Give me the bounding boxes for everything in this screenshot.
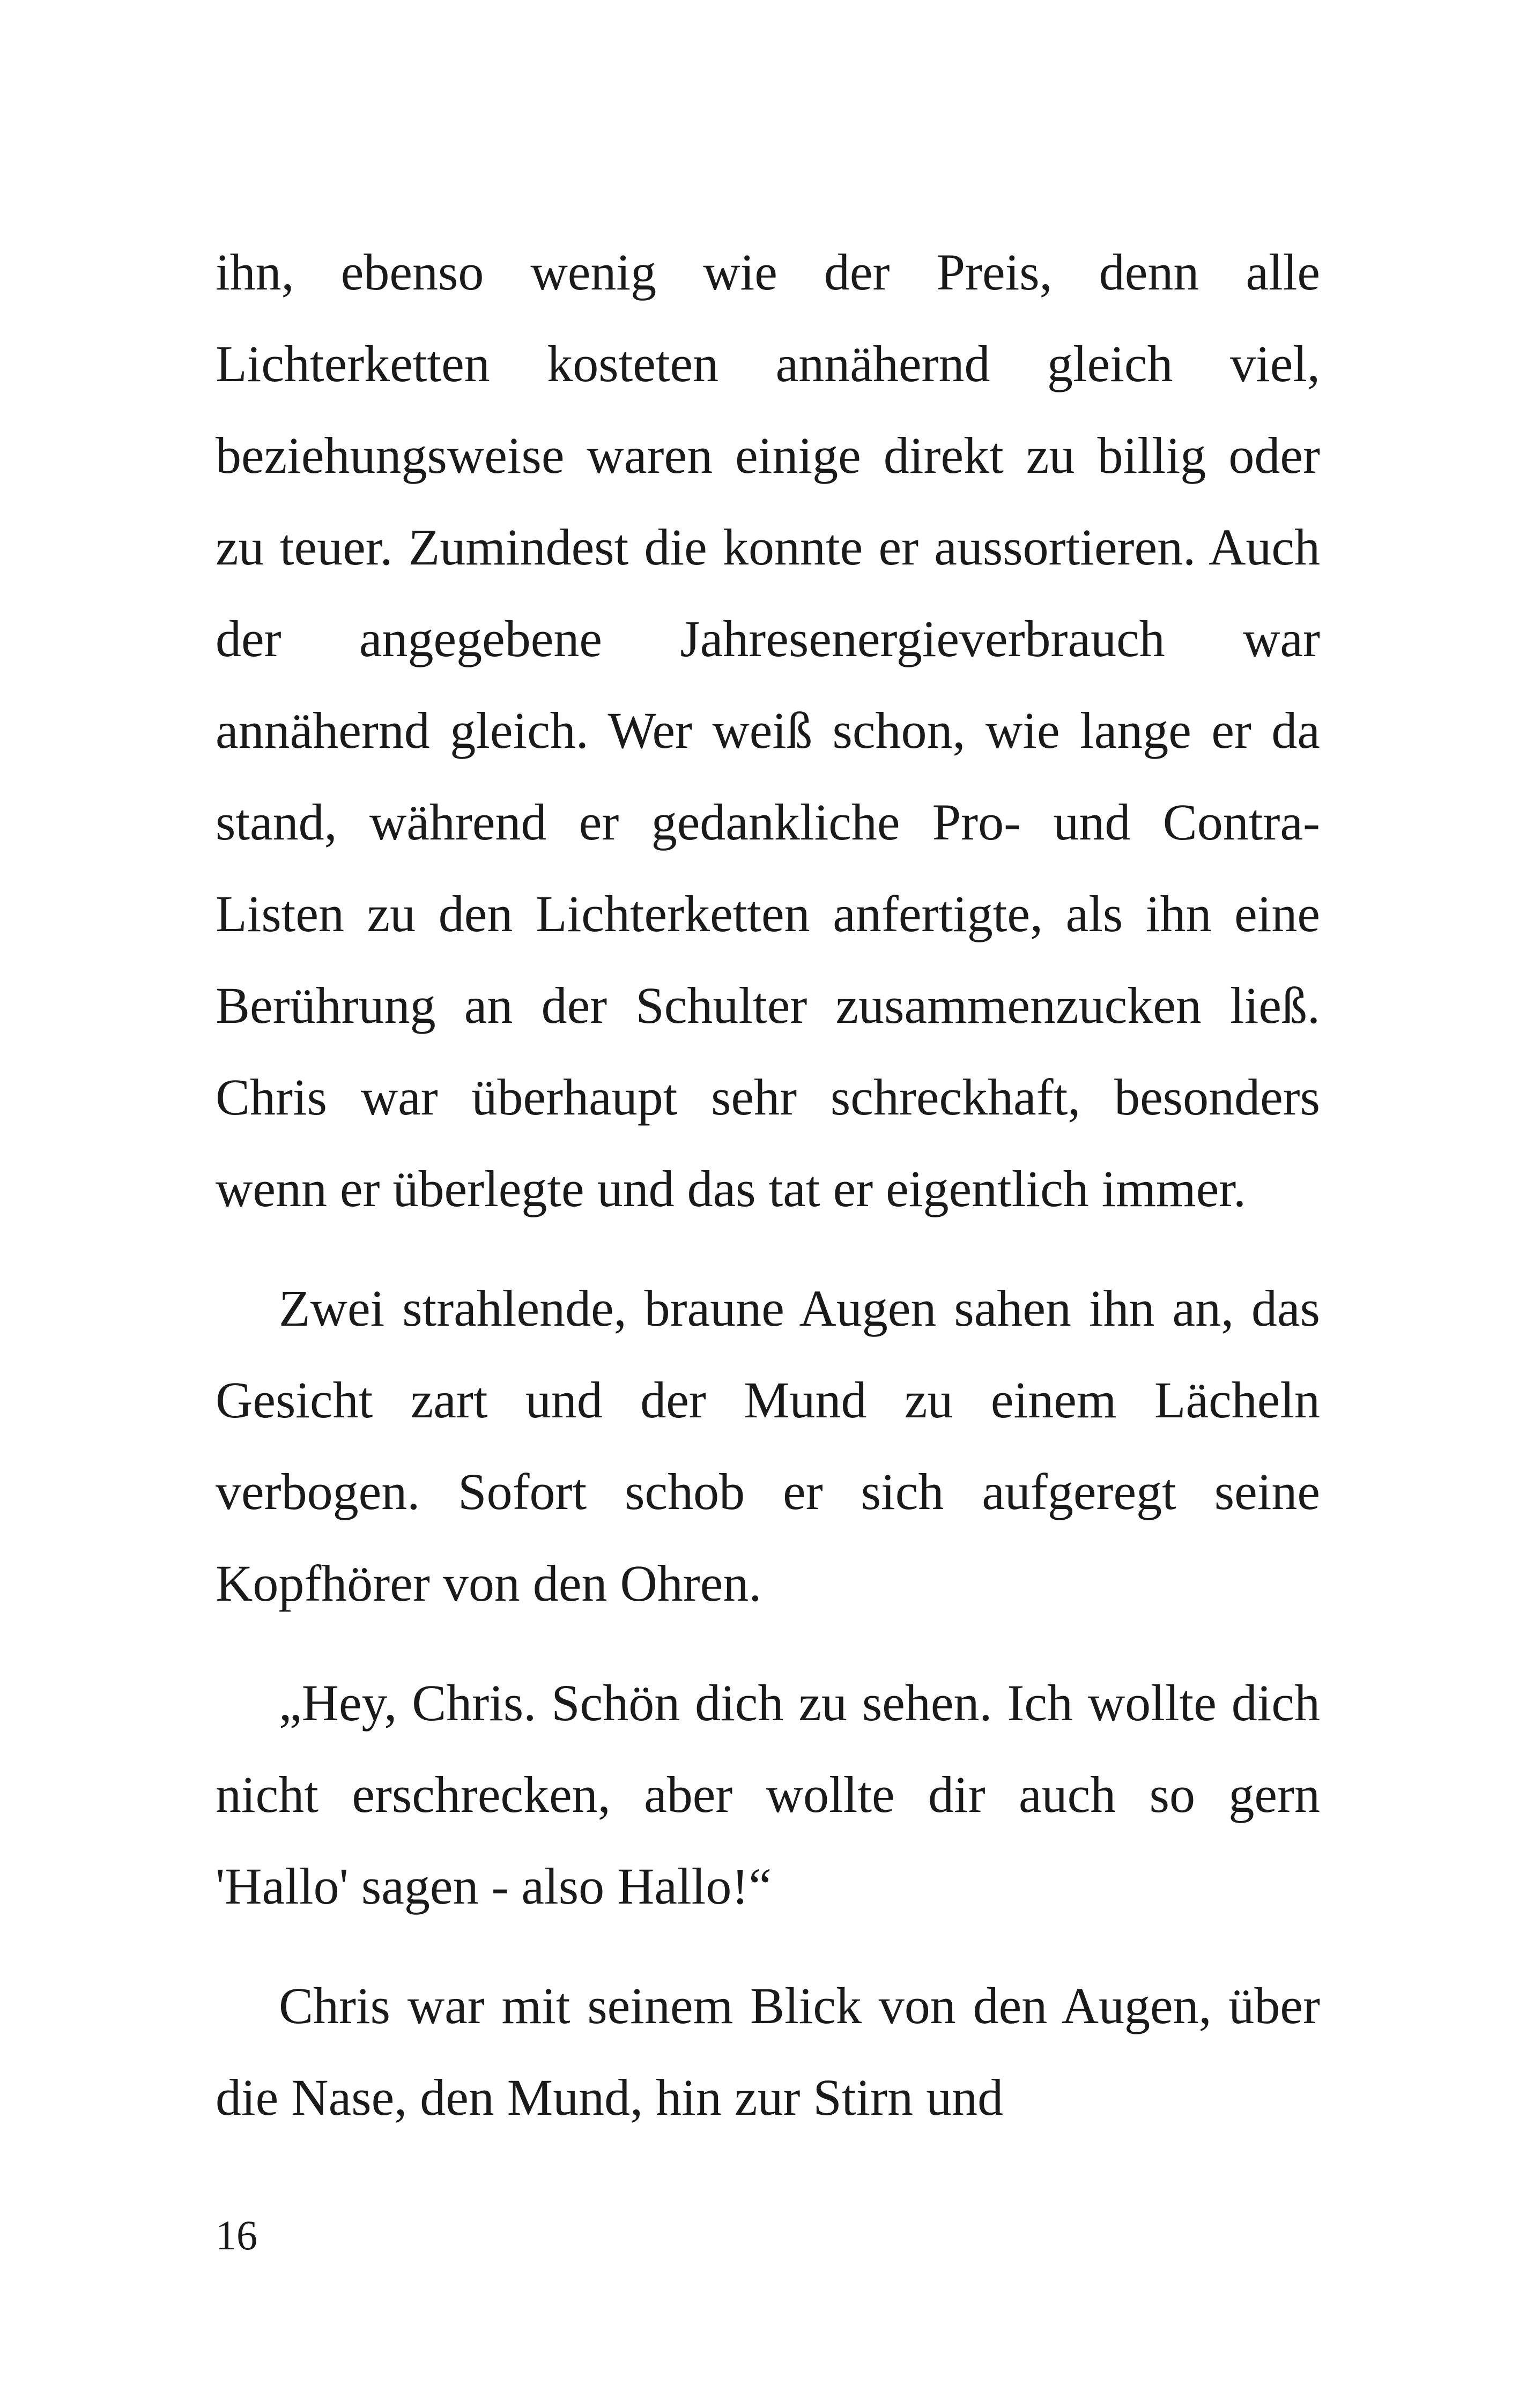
body-text	[216, 226, 1320, 2143]
page-number: 16	[216, 2212, 257, 2258]
paragraph-2: Zwei strahlende, braune Augen sahen ihn an, das Gesicht zart und der Mund zu einem Lächeln verbogen. Sofort schob er sich aufgeregt seine Kopfhörer von den Ohren.	[216, 1280, 1320, 1612]
paragraph-1: ihn, ebenso wenig wie der Preis, denn alle Lichterketten kosteten annähernd gleich viel, beziehungsweise waren einige direkt zu billig oder zu teuer. Zumindest die konnte er aussortieren. Auch der angegebene Jahresenergieverbrauch war annähernd gleich. Wer weiß schon, wie lange er da stand, während er gedankliche Pro- und Contra-Listen zu den Lichterketten anfertigte, als ihn eine Berührung an der Schulter zusammenzucken ließ. Chris war überhaupt sehr schreckhaft, besonders wenn er überlegte und das tat er eigentlich immer.	[216, 243, 1320, 1217]
paragraph-4: Chris war mit seinem Blick von den Augen, über die Nase, den Mund, hin zur Stirn und	[216, 1977, 1320, 2126]
paragraph-3: „Hey, Chris. Schön dich zu sehen. Ich wollte dich nicht erschrecken, aber wollte dir auch so gern 'Hallo' sagen - also Hallo!“	[216, 1674, 1320, 1915]
